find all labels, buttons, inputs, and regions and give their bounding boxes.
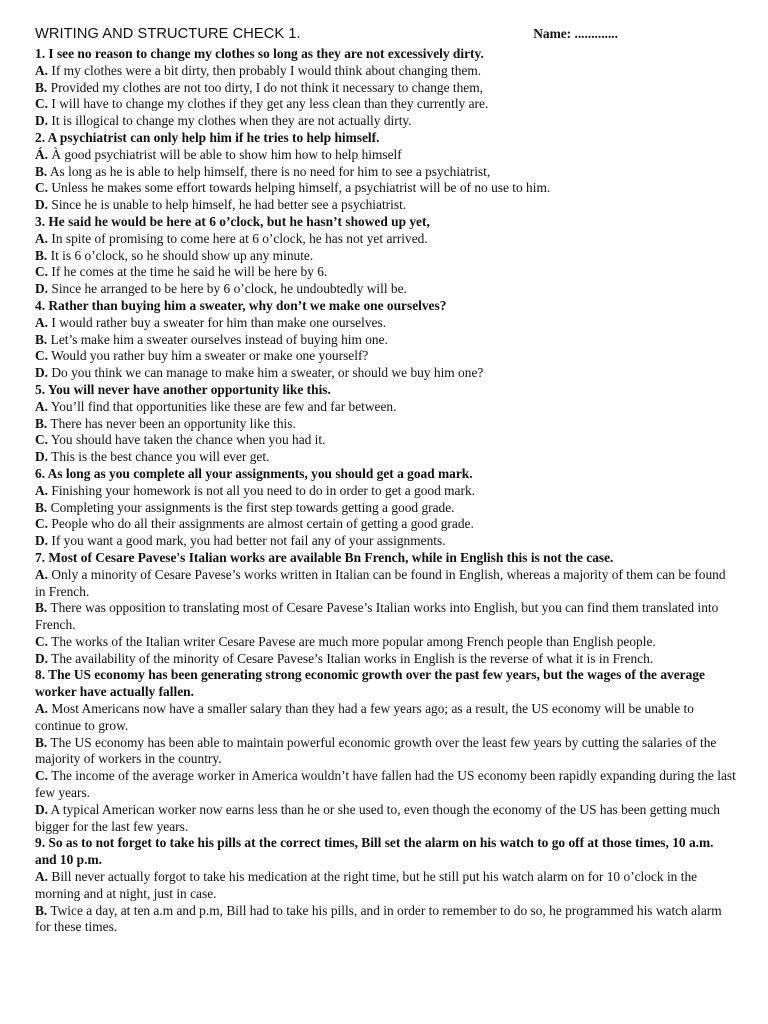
answer-option: [35, 533, 738, 550]
question-block: [35, 550, 738, 668]
option-letter: D.: [35, 113, 49, 129]
option-text: Do you think we can manage to make him a sweater, or should we buy him one?: [51, 365, 484, 381]
option-letter: C.: [35, 180, 49, 196]
option-text: In spite of promising to come here at 6 o’clock, he has not yet arrived.: [51, 230, 428, 246]
option-text: À good psychiatrist will be able to show him how to help himself: [51, 146, 402, 162]
option-text: As long as he is able to help himself, there is no need for him to see a psychiatrist,: [49, 163, 491, 179]
answer-option: [35, 634, 738, 651]
question-stem: 3. He said he would be here at 6 o’clock, but he hasn’t showed up yet,: [35, 213, 430, 229]
option-letter: C.: [35, 633, 49, 649]
answer-option: [35, 63, 738, 80]
answer-option: [35, 96, 738, 113]
question-stem: 7. Most of Cesare Pavese's Italian works are available Bn French, while in English this is not the case.: [35, 549, 614, 565]
answer-option: [35, 80, 738, 97]
answer-option: [35, 332, 738, 349]
option-text: Provided my clothes are not too dirty, I do not think it necessary to change them,: [50, 79, 484, 95]
answer-option: [35, 113, 738, 130]
option-text: Unless he makes some effort towards helping himself, a psychiatrist will be of no use to him.: [51, 180, 551, 196]
answer-option: [35, 180, 738, 197]
option-letter: B.: [35, 415, 48, 431]
answer-option: [35, 416, 738, 433]
option-letter: C.: [35, 432, 49, 448]
question-block: [35, 382, 738, 466]
option-text: If my clothes were a bit dirty, then probably I would think about changing them.: [51, 62, 482, 78]
option-text: If he comes at the time he said he will be here by 6.: [51, 264, 328, 280]
option-letter: A.: [35, 398, 49, 414]
option-letter: D.: [35, 197, 49, 213]
option-letter: Á.: [35, 146, 49, 162]
option-text: Finishing your homework is not all you need to do in order to get a good mark.: [51, 482, 475, 498]
option-letter: C.: [35, 348, 49, 364]
option-text: It is 6 o’clock, so he should show up any minute.: [50, 247, 314, 263]
answer-option: [35, 248, 738, 265]
option-letter: D.: [35, 533, 49, 549]
option-letter: D.: [35, 650, 49, 666]
answer-option: [35, 432, 738, 449]
option-text: I will have to change my clothes if they get any less clean than they currently are.: [51, 96, 489, 112]
answer-option: [35, 735, 738, 769]
option-text: There was opposition to translating most of Cesare Pavese’s Italian works into English, but you can find them translated into French.: [35, 600, 719, 633]
answer-option: [35, 516, 738, 533]
answer-option: [35, 147, 738, 164]
answer-option: [35, 768, 738, 802]
answer-option: [35, 315, 738, 332]
option-text: You should have taken the chance when you had it.: [50, 432, 326, 448]
option-text: People who do all their assignments are almost certain of getting a good grade.: [51, 516, 474, 532]
option-letter: A.: [35, 62, 49, 78]
answer-option: [35, 903, 738, 937]
option-letter: A.: [35, 566, 49, 582]
option-letter: C.: [35, 264, 49, 280]
answer-option: [35, 651, 738, 668]
option-letter: D.: [35, 365, 49, 381]
option-text: A typical American worker now earns less than he or she used to, even though the economy of the US has been getting much bigger for the last few years.: [35, 801, 721, 834]
answer-option: [35, 348, 738, 365]
option-text: I would rather buy a sweater for him than make one ourselves.: [51, 314, 387, 330]
question-stem: 6. As long as you complete all your assignments, you should get a goad mark.: [35, 465, 473, 481]
question-stem: 8. The US economy has been generating strong economic growth over the past few years, but the wages of the average worker have actually fallen.: [35, 667, 705, 700]
option-letter: C.: [35, 96, 49, 112]
question-stem: 2. A psychiatrist can only help him if he tries to help himself.: [35, 129, 380, 145]
option-text: This is the best chance you will ever get.: [51, 449, 270, 465]
option-letter: D.: [35, 801, 49, 817]
option-letter: B.: [35, 163, 48, 179]
answer-option: [35, 449, 738, 466]
option-letter: C.: [35, 516, 49, 532]
answer-option: [35, 197, 738, 214]
question-block: [35, 130, 738, 214]
answer-option: [35, 164, 738, 181]
option-letter: B.: [35, 734, 48, 750]
answer-option: [35, 264, 738, 281]
option-text: Since he arranged to be here by 6 o’clock, he undoubtedly will be.: [51, 281, 407, 297]
option-text: The US economy has been able to maintain powerful economic growth over the least few years by cutting the salaries of the majority of workers in the country.: [35, 734, 717, 767]
answer-option: [35, 365, 738, 382]
option-text: Completing your assignments is the first step towards getting a good grade.: [50, 499, 455, 515]
option-text: It is illogical to change my clothes when they are not actually dirty.: [51, 113, 412, 129]
question-block: [35, 466, 738, 550]
worksheet-header: [35, 26, 738, 46]
option-letter: D.: [35, 281, 49, 297]
option-text: Bill never actually forgot to take his medication at the right time, but he still put his watch alarm on for 10 o’clock in the morning and at night, just in case.: [35, 869, 698, 901]
option-letter: A.: [35, 869, 49, 885]
option-letter: C.: [35, 768, 49, 784]
answer-option: [35, 231, 738, 248]
question-block: [35, 667, 738, 835]
option-letter: B.: [35, 902, 48, 918]
option-letter: B.: [35, 600, 48, 616]
option-text: Twice a day, at ten a.m and p.m, Bill had to take his pills, and in order to remember to do so, he programmed his watch alarm for these times.: [35, 902, 722, 935]
question-block: [35, 214, 738, 298]
answer-option: [35, 869, 738, 903]
worksheet-title: WRITING AND STRUCTURE CHECK 1.: [35, 26, 301, 42]
answer-option: [35, 483, 738, 500]
answer-option: [35, 802, 738, 836]
option-text: The availability of the minority of Cesare Pavese’s Italian works in English is the reverse of what it is in French.: [51, 650, 654, 666]
option-text: Let’s make him a sweater ourselves instead of buying him one.: [50, 331, 388, 347]
option-letter: B.: [35, 79, 48, 95]
option-text: Only a minority of Cesare Pavese’s works written in Italian can be found in English, whereas a majority of them can be found in French.: [35, 566, 726, 599]
option-text: Most Americans now have a smaller salary than they had a few years ago; as a result, the US economy will be unable to continue to grow.: [35, 701, 694, 733]
option-text: The works of the Italian writer Cesare Pavese are much more popular among French people than English people.: [51, 633, 656, 649]
answer-option: [35, 281, 738, 298]
option-letter: A.: [35, 701, 49, 717]
option-text: Since he is unable to help himself, he had better see a psychiatrist.: [51, 197, 407, 213]
option-letter: A.: [35, 482, 49, 498]
answer-option: [35, 600, 738, 634]
option-letter: D.: [35, 449, 49, 465]
option-text: If you want a good mark, you had better not fail any of your assignments.: [51, 533, 446, 549]
question-block: [35, 298, 738, 382]
question-block: [35, 46, 738, 130]
option-text: The income of the average worker in America wouldn’t have fallen had the US economy been rapidly expanding during the last few years.: [35, 768, 736, 801]
answer-option: [35, 399, 738, 416]
option-letter: B.: [35, 247, 48, 263]
option-text: Would you rather buy him a sweater or make one yourself?: [51, 348, 369, 364]
answer-option: [35, 701, 738, 735]
option-letter: B.: [35, 331, 48, 347]
question-stem: 4. Rather than buying him a sweater, why don’t we make one ourselves?: [35, 297, 447, 313]
question-stem: 5. You will never have another opportunity like this.: [35, 381, 331, 397]
question-stem: 1. I see no reason to change my clothes so long as they are not excessively dirty.: [35, 46, 484, 61]
option-text: There has never been an opportunity like this.: [50, 415, 296, 431]
answer-option: [35, 567, 738, 601]
option-letter: B.: [35, 499, 48, 515]
answer-option: [35, 500, 738, 517]
question-stem: 9. So as to not forget to take his pills at the correct times, Bill set the alarm on his watch to go off at those times, 10 a.m. and 10 p.m.: [35, 835, 714, 868]
option-text: You’ll find that opportunities like these are few and far between.: [50, 398, 397, 414]
name-field-label: Name: .............: [533, 26, 618, 41]
question-block: [35, 835, 738, 936]
option-letter: A.: [35, 314, 49, 330]
option-letter: A.: [35, 230, 49, 246]
question-list: [35, 46, 738, 936]
